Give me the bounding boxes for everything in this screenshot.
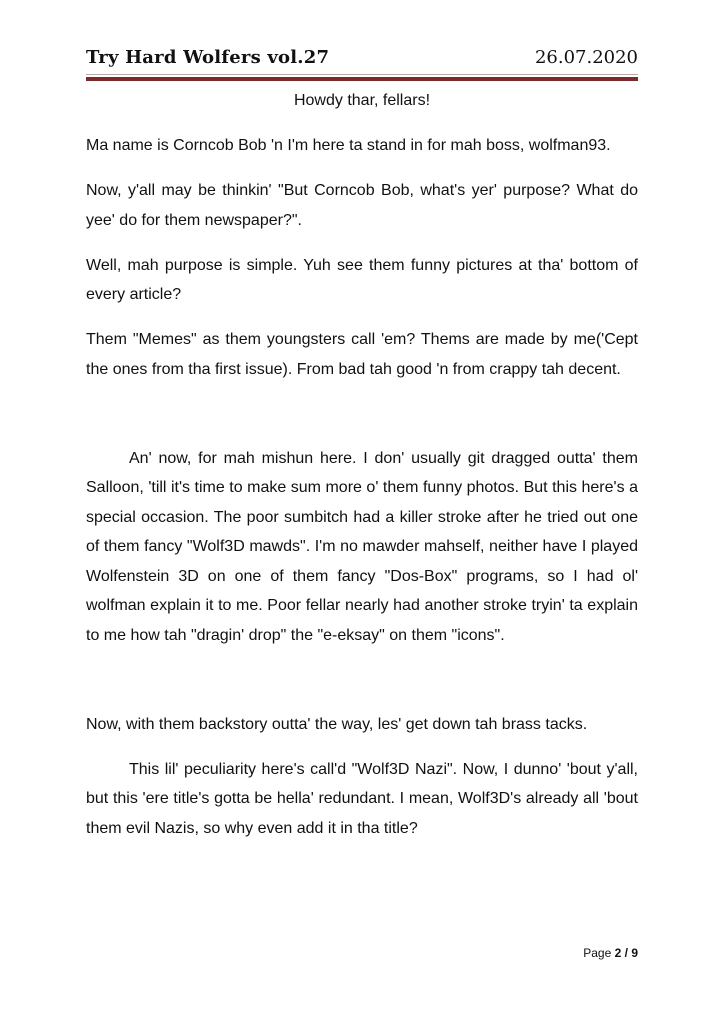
paragraph: Now, with them backstory outta' the way, les' get down tah brass tacks. — [86, 715, 588, 733]
article-body — [86, 86, 638, 859]
paragraph: An' now, for mah mishun here. I don' usually git dragged outta' them Salloon, 'till it's time to make sum more o' them funny photos. But this here's a special occasion. The poor sumbitch had a killer stroke after he tried out one of them fancy "Wolf3D mawds". I'm no mawder mahself, neither have I played Wolfenstein 3D on one of them fancy "Dos-Box" programs, so I had ol' wolfman explain it to me. Poor fellar nearly had another stroke tryin' ta explain to me how tah "dragin' drop" the "e-eksay" on them "icons". — [86, 449, 638, 644]
header-rule-thin — [86, 74, 638, 75]
header-rule-thick — [86, 77, 638, 81]
paragraph: Ma name is Corncob Bob 'n I'm here ta stand in for mah boss, wolfman93. — [86, 137, 611, 154]
newsletter-title: Try Hard Wolfers vol.27 — [86, 47, 330, 68]
issue-date: 26.07.2020 — [534, 47, 638, 68]
paragraph: Now, y'all may be thinkin' "But Corncob Bob, what's yer' purpose? What do yee' do for them newspaper?". — [86, 182, 638, 229]
paragraph: Them "Memes" as them youngsters call 'em? Thems are made by me('Cept the ones from tha first issue). From bad tah good 'n from crappy tah decent. — [86, 331, 638, 378]
paragraph: This lil' peculiarity here's call'd "Wolf3D Nazi". Now, I dunno' 'bout y'all, but this 'ere title's gotta be hella' redundant. I mean, Wolf3D's already all 'bout them evil Nazis, so why even add it in tha title? — [86, 760, 638, 837]
paragraph: Well, mah purpose is simple. Yuh see them funny pictures at tha' bottom of every article? — [86, 256, 638, 303]
greeting: Howdy thar, fellars! — [293, 92, 431, 109]
page-header — [86, 40, 638, 68]
page-number: Page 2 / 9 — [583, 946, 638, 960]
